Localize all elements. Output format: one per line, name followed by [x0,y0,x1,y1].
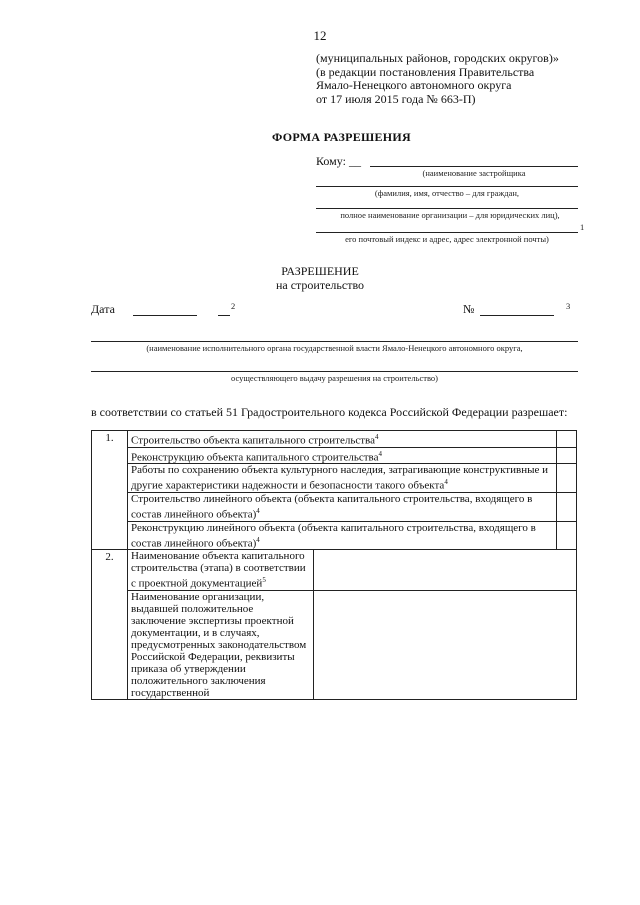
date-field[interactable] [133,315,197,316]
recipient-hint: (наименование застройщика [422,168,526,178]
recipient-footnote: 1 [580,222,585,232]
amendment-line: (в редакции постановления Правительства [316,64,535,79]
authority-hint: осуществляющего выдачу разрешения на строительство) [231,373,438,383]
recipient-line[interactable] [316,208,578,209]
section-number: 1. [92,431,128,550]
checkbox-cell[interactable] [557,431,577,448]
authority-line[interactable] [91,371,578,372]
recipient-hint: его почтовый индекс и адрес, адрес электронной почты) [345,234,549,244]
checkbox-cell[interactable] [557,447,577,464]
value-cell[interactable] [314,550,577,591]
table-row [92,590,577,699]
number-field[interactable] [480,315,554,316]
recipient-hint: (фамилия, имя, отчество – для граждан, [374,188,520,198]
amendment-line: от 17 июля 2015 года № 663-П) [316,91,476,106]
recipient-line[interactable] [316,186,578,187]
authority-line[interactable] [91,341,578,342]
footnote-mark: 5 [262,576,266,585]
intro-text: в соответствии со статьей 51 Градостроительного кодекса Российской Федерации разрешает: [91,405,568,419]
table-cell [128,590,314,699]
form-title: ФОРМА РАЗРЕШЕНИЯ [272,130,412,144]
row-text: Наименование объекта капитального строительства (этапа) в соответствии с проектной документацией [131,550,306,590]
footnote-mark: 4 [256,506,260,515]
page-number: 12 [313,28,327,43]
row-text: Работы по сохранению объекта культурного наследия, затрагивающие конструктивные и другие характеристики надежности и безопасности такого объекта [131,464,548,492]
permit-table [91,430,577,700]
date-footnote: 2 [231,301,236,311]
permit-heading [0,264,640,292]
row-text: Реконструкцию объекта капитального строительства [131,451,379,464]
table-row [92,431,577,448]
number-footnote: 3 [566,301,571,311]
checkbox-cell[interactable] [557,464,577,493]
value-cell[interactable] [314,590,577,699]
table-cell [128,447,557,464]
recipient-line[interactable] [316,232,578,233]
table-row [92,492,577,521]
table-row [92,464,577,493]
checkbox-cell[interactable] [557,492,577,521]
table-cell [128,431,557,448]
amendment-line: Ямало-Ненецкого автономного округа [316,78,512,92]
amendment-note [316,52,559,106]
permit-subtitle: на строительство [275,278,365,292]
table-row [92,550,577,591]
number-label: № [463,302,475,316]
table-cell [128,521,557,550]
table-cell [128,492,557,521]
authority-hint: (наименование исполнительного органа государственной власти Ямало-Ненецкого автономного округа, [146,343,523,353]
row-text: Реконструкцию линейного объекта (объекта капитального строительства, входящего в состав линейного объекта) [131,521,536,550]
footnote-mark: 4 [444,478,448,487]
footnote-mark: 4 [374,433,379,441]
table-cell [128,464,557,493]
table-row [92,521,577,550]
date-field[interactable] [218,315,230,316]
section-number: 2. [92,550,128,700]
date-label: Дата [91,302,115,316]
recipient-hint: полное наименование организации – для юридических лиц), [340,210,560,220]
table-cell [128,550,314,591]
permit-title: РАЗРЕШЕНИЕ [281,264,359,278]
table-row [92,447,577,464]
row-text: Строительство объекта капитального строительства [131,434,375,447]
checkbox-cell[interactable] [557,521,577,550]
recipient-line[interactable] [370,166,578,167]
row-text: Наименование организации, выдавшей положительное заключение экспертизы проектной документации, и в случаях, предусмотренных законодательством Российской Федерации, реквизиты приказа об утверждении положительного заключения государственной [131,590,307,699]
recipient-label: Кому: __ [316,154,361,168]
footnote-mark: 4 [256,535,260,544]
amendment-line: (муниципальных районов, городских округов)» [316,51,559,65]
row-text: Строительство линейного объекта (объекта капитального строительства, входящего в состав линейного объекта) [131,492,533,521]
footnote-mark: 4 [378,449,382,458]
